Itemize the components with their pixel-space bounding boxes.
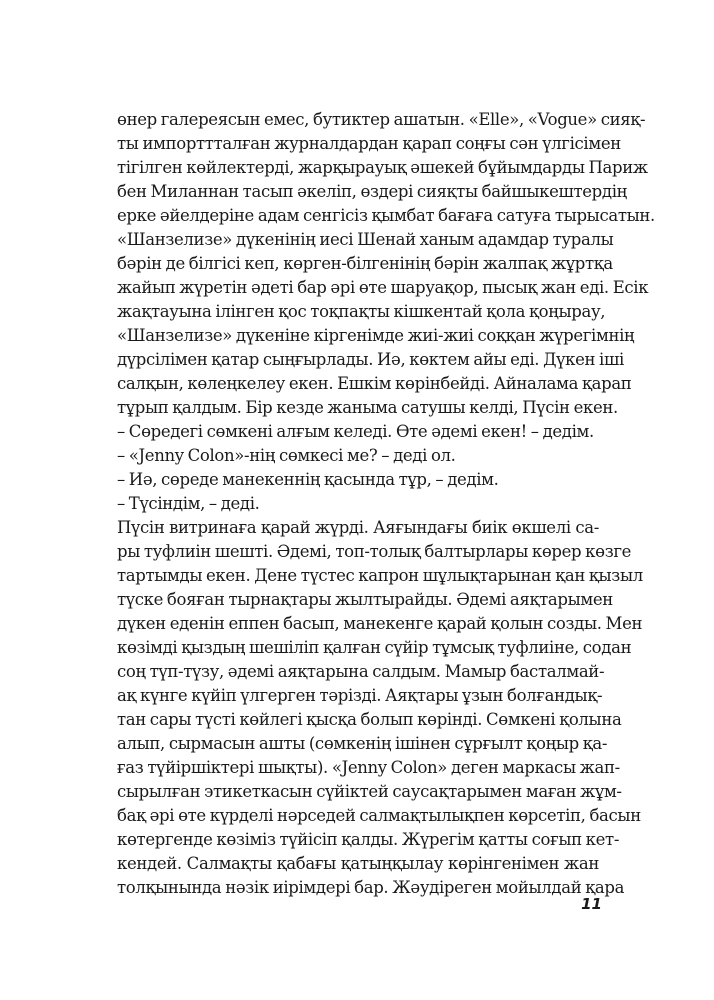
- text-line: тігілген көйлектерді, жарқырауық әшекей бұйымдарды Париж: [117, 158, 648, 177]
- text-line: көтергенде көзіміз түйісіп қалды. Жүрегім қатты соғып кет-: [117, 830, 620, 849]
- text-line: жайып жүретін әдеті бар әрі өте шаруақор, пысық жан еді. Есік: [117, 278, 649, 297]
- dialogue-line: – «Jenny Colon»-нің сөмкесі ме? – деді ол.: [117, 446, 456, 465]
- text-line: түске бояған тырнақтары жылтырайды. Әдемі аяқтарымен: [117, 590, 613, 609]
- text-line: ақ күнге күйіп үлгерген тәрізді. Аяқтары ұзын болғандық-: [117, 686, 603, 705]
- text-line: дүрсілімен қатар сыңғырлады. Иә, көктем айы еді. Дүкен іші: [117, 350, 624, 369]
- text-line: салқын, көлеңкелеу екен. Ешкім көрінбейді. Айналама қарап: [117, 374, 632, 393]
- text-line: тартымды екен. Дене түстес капрон шұлықтарынан қан қызыл: [117, 566, 643, 585]
- text-line: дүкен еденін еппен басып, манекенге қарай қолын созды. Мен: [117, 614, 643, 633]
- text-line: ты импорттталған журналдардан қарап соңғы сән үлгісімен: [117, 134, 621, 153]
- text-line: кендей. Салмақты қабағы қатыңқылау көрінгенімен жан: [117, 854, 599, 873]
- text-line: алып, сырмасын ашты (сөмкенің ішінен сұрғылт қоңыр қа-: [117, 734, 608, 753]
- text-line: бәрін де білгісі кеп, көрген-білгенінің бәрін жалпақ жұртқа: [117, 254, 613, 273]
- page-number: 11: [581, 895, 602, 913]
- text-line: «Шанзелизе» дүкенінің иесі Шенай ханым адамдар туралы: [117, 230, 614, 249]
- text-line: «Шанзелизе» дүкеніне кіргенімде жиі-жиі соққан жүрегімнің: [117, 326, 635, 345]
- text-line: көзімді қыздың шешіліп қалған сүйір тұмсық туфлиіне, содан: [117, 638, 632, 657]
- text-line: өнер галереясын емес, бутиктер ашатын. «Elle», «Vogue» сияқ-: [117, 110, 646, 129]
- text-line: бақ әрі өте күрделі нәрседей салмақтылықпен көрсетіп, басын: [117, 806, 641, 825]
- text-line: бен Миланнан тасып әкеліп, өздері сияқты байшыкештердің: [117, 182, 627, 201]
- dialogue-line: – Сөредегі сөмкені алғым келеді. Өте әдемі екен! – дедім.: [117, 422, 594, 441]
- text-line: соң түп-түзу, әдемі аяқтарына салдым. Мамыр басталмай-: [117, 662, 605, 681]
- text-line: ерке әйелдеріне адам сенгісіз қымбат бағаға сатуға тырысатын.: [117, 206, 655, 225]
- text-line: жақтауына ілінген қос тоқпақты кішкентай қола қоңырау,: [117, 302, 606, 321]
- text-line: тан сары түсті көйлегі қысқа болып көрінді. Сөмкені қолына: [117, 710, 622, 729]
- text-line: ғаз түйіршіктері шықты). «Jenny Colon» деген маркасы жап-: [117, 758, 620, 777]
- text-line: ры туфлиін шешті. Әдемі, топ-толық балтырлары көрер көзге: [117, 542, 632, 561]
- text-line: сырылған этикеткасын сүйіктей саусақтарымен маған жұм-: [117, 782, 622, 801]
- text-line: тұрып қалдым. Бір кезде жаныма сатушы келді, Пүсін екен.: [117, 398, 618, 417]
- dialogue-line: – Иә, сөреде манекеннің қасында тұр, – дедім.: [117, 470, 499, 489]
- text-line: толқынында нәзік иірімдері бар. Жәудіреген мойылдай қара: [117, 878, 625, 897]
- dialogue-line: – Түсіндім, – деді.: [117, 494, 260, 513]
- body-text: [117, 108, 655, 900]
- text-line: Пүсін витринаға қарай жүрді. Аяғындағы биік өкшелі са-: [117, 518, 599, 537]
